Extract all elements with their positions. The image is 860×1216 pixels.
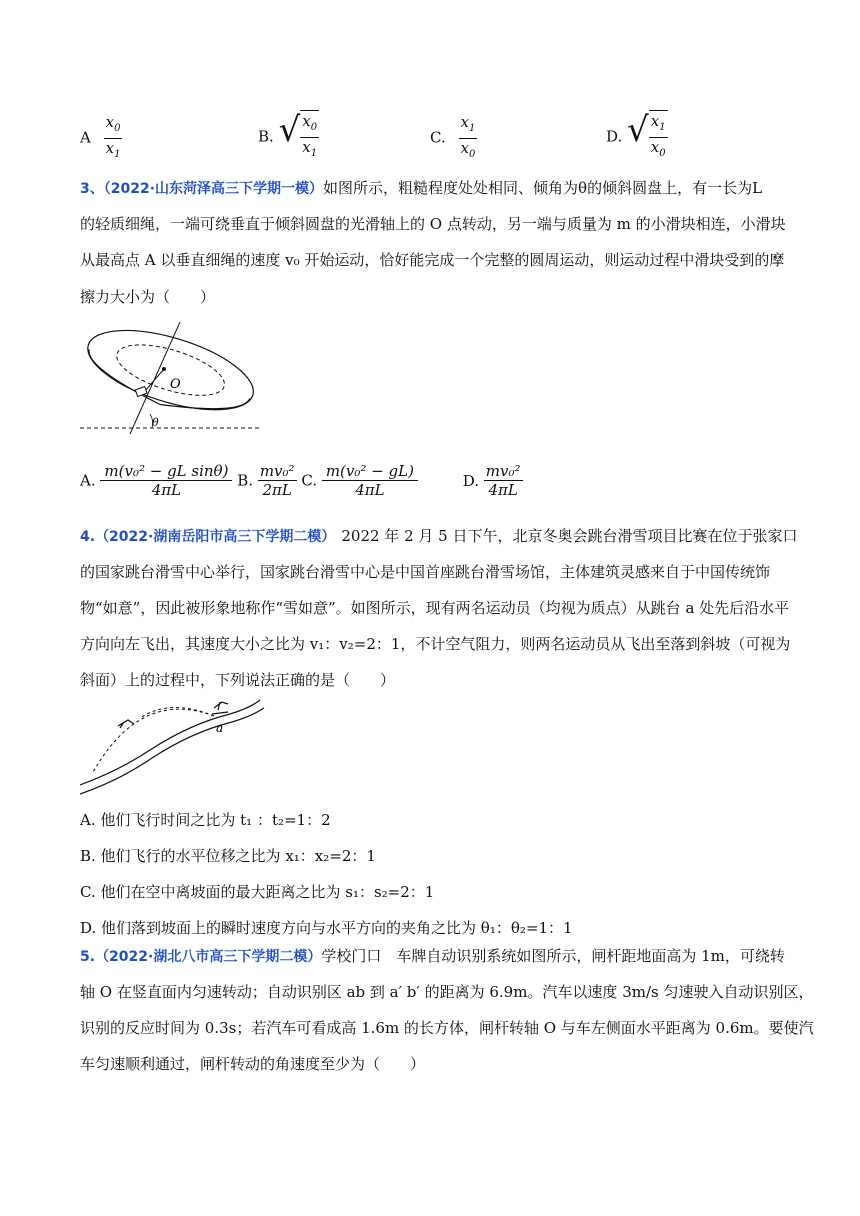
q4-line-4: 方向向左飞出，其速度大小之比为 v₁：v₂=2：1，不计空气阻力，则两名运动员从飞出至落到斜坡（可视为 bbox=[80, 635, 791, 653]
q3-option-a-value: $\frac{\text{m(v₀² − gL sinθ)}}{4\pi L}$ bbox=[100, 462, 232, 499]
label-a: a bbox=[216, 721, 224, 735]
tilted-disk-figure bbox=[80, 322, 260, 434]
q4-option-a: A. 他们飞行时间之比为 t₁ ：t₂=1：2 bbox=[80, 811, 331, 829]
q3-option-c-label: C. bbox=[301, 471, 318, 490]
q3-option-d-value: $\frac{\text{mv₀²}}{4\pi L}$ bbox=[485, 462, 521, 499]
q2-option-d bbox=[606, 110, 668, 163]
q3-option-d-label: D. bbox=[462, 471, 479, 490]
q3-option-b-label: B. bbox=[237, 471, 254, 490]
question-number: 4. bbox=[80, 529, 96, 545]
sqrt-fraction-x1-x0: √ $\frac{x_1}{x_0}$ bbox=[627, 110, 668, 163]
q2-option-a bbox=[80, 113, 122, 164]
q3-option-a-label: A. bbox=[80, 471, 96, 490]
q4-line-3: 物“如意”，因此被形象地称作“雪如意”。如图所示，现有两名运动员（均视为质点）从跳台 a 处先后沿水平 bbox=[80, 599, 790, 617]
q3-line-2: 的轻质细绳，一端可绕垂直于倾斜圆盘的光滑轴上的 O 点转动，另一端与质量为 m 的小滑块相连，小滑块 bbox=[80, 215, 786, 233]
q2-option-c bbox=[430, 113, 477, 164]
option-label: D. bbox=[606, 127, 623, 146]
question-number: 3、 bbox=[80, 181, 104, 197]
label-o: O bbox=[170, 377, 181, 392]
q4-option-b: B. 他们飞行的水平位移之比为 x₁：x₂=2：1 bbox=[80, 847, 376, 865]
q5-line-1: 5.（2022·湖北八市高三下学期二模）学校门口 车牌自动识别系统如图所示，闸杆距地面高为 1m，可绕转 bbox=[80, 947, 785, 965]
option-label: C. bbox=[430, 128, 446, 147]
question-source: （2022·湖北八市高三下学期二模） bbox=[95, 949, 322, 965]
q5-line-4: 车匀速顺利通过，闸杆转动的角速度至少为（ ） bbox=[80, 1055, 426, 1073]
q4-line-5: 斜面）上的过程中，下列说法正确的是（ ） bbox=[80, 671, 396, 689]
q2-option-b bbox=[258, 110, 319, 163]
option-label: A bbox=[80, 128, 91, 147]
q4-option-c: C. 他们在空中离坡面的最大距离之比为 s₁：s₂=2：1 bbox=[80, 883, 435, 901]
ski-jump-figure bbox=[80, 690, 270, 800]
fraction-x1-x0: $\frac{x_1}{x_0}$ bbox=[460, 113, 476, 160]
fraction-x0-x1: $\frac{x_0}{x_1}$ bbox=[105, 113, 121, 160]
question-number: 5. bbox=[80, 949, 96, 965]
q3-line-3: 从最高点 A 以垂直细绳的速度 v₀ 开始运动，恰好能完成一个完整的圆周运动，则运动过程中滑块受到的摩 bbox=[80, 251, 785, 269]
q3-option-c-value: $\frac{\text{m(v₀² − gL)}}{4\pi L}$ bbox=[322, 462, 418, 499]
sqrt-fraction-x0-x1: √ $\frac{x_0}{x_1}$ bbox=[279, 110, 320, 163]
option-label: B. bbox=[258, 127, 274, 146]
question-source: （2022·山东菏泽高三下学期一模） bbox=[103, 181, 324, 197]
q5-line-2: 轴 O 在竖直面内匀速转动；自动识别区 ab 到 a′ b′ 的距离为 6.9m。汽车以速度 3m/s 匀速驶入自动识别区， bbox=[80, 983, 814, 1001]
q3-options bbox=[80, 462, 523, 499]
q3-option-b-value: $\frac{\text{mv₀²}}{2\pi L}$ bbox=[259, 462, 295, 499]
label-theta: θ bbox=[152, 416, 159, 429]
q4-line-1: 4.（2022·湖南岳阳市高三下学期二模） 2022 年 2 月 5 日下午，北京冬奥会跳台滑雪项目比赛在位于张家口 bbox=[80, 527, 798, 545]
q4-option-d: D. 他们落到坡面上的瞬时速度方向与水平方向的夹角之比为 θ₁：θ₂=1：1 bbox=[80, 919, 573, 937]
question-source: （2022·湖南岳阳市高三下学期二模） bbox=[95, 529, 336, 545]
q5-line-3: 识别的反应时间为 0.3s；若汽车可看成高 1.6m 的长方体，闸杆转轴 O 与车左侧面水平距离为 0.6m。要使汽 bbox=[80, 1019, 814, 1037]
q3-line-4: 擦力大小为（ ） bbox=[80, 288, 216, 306]
q3-line-1: 3、（2022·山东菏泽高三下学期一模）如图所示，粗糙程度处处相同、倾角为θ的倾斜圆盘上，有一长为L bbox=[80, 179, 763, 197]
q4-line-2: 的国家跳台滑雪中心举行，国家跳台滑雪中心是中国首座跳台滑雪场馆，主体建筑灵感来自于中国传统饰 bbox=[80, 563, 771, 581]
